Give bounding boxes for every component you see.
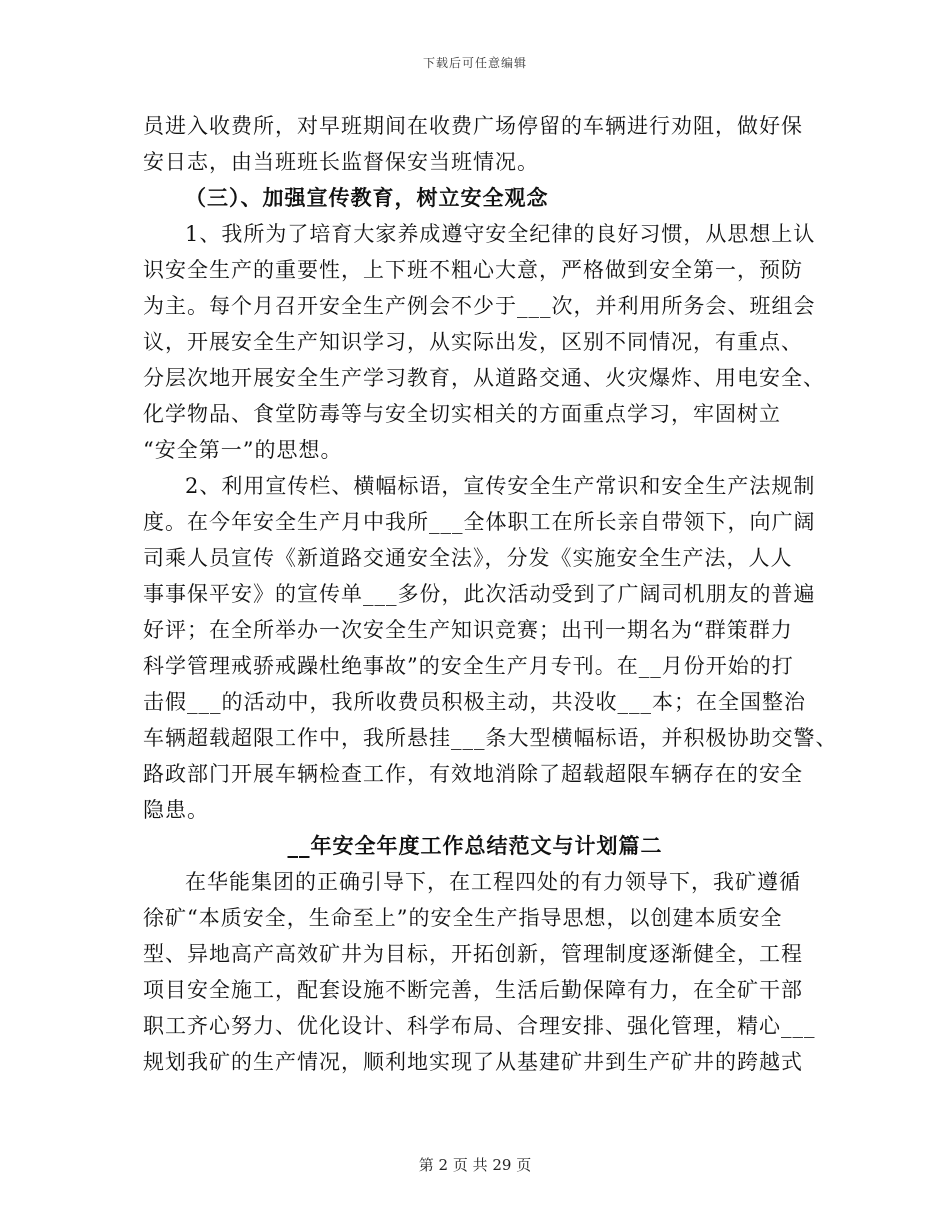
page-header: 下载后可任意编辑 [422,56,527,70]
page-footer: 第 2 页 共 29 页 [418,1156,532,1174]
paragraph-line: 徐矿“本质安全，生命至上”的安全生产指导思想，以创建本质安全 [143,906,783,930]
paragraph-line: 科学管理戒骄戒躁杜绝事故”的安全生产月专刊。在__月份开始的打 [143,654,794,678]
paragraph-line: “安全第一”的思想。 [143,438,343,462]
paragraph-line: 司乘人员宣传《新道路交通安全法》，分发《实施安全生产法，人人 [143,546,793,570]
paragraph-line: 路政部门开展车辆检查工作，有效地消除了超载超限车辆存在的安全 [143,762,803,786]
paragraph-line: 职工齐心努力、优化设计、科学布局、合理安排、强化管理，精心___ [143,1014,816,1038]
section-heading: （三）、加强宣传教育，树立安全观念 [185,185,549,210]
paragraph-line: 项目安全施工，配套设施不断完善，生活后勤保障有力，在全矿干部 [143,978,803,1002]
paragraph-line: 1、我所为了培育大家养成遵守安全纪律的良好习惯，从思想上认 [185,222,816,246]
paragraph-line: 分层次地开展安全生产学习教育，从道路交通、火灾爆炸、用电安全、 [143,366,825,390]
paragraph-line: 识安全生产的重要性，上下班不粗心大意，严格做到安全第一，预防 [143,258,803,282]
paragraph-line: 为主。每个月召开安全生产例会不少于___次，并利用所务会、班组会 [143,294,816,318]
paragraph-line: 安日志，由当班班长监督保安当班情况。 [143,150,539,174]
paragraph-line: 击假___的活动中，我所收费员积极主动，共没收___本；在全国整治 [143,690,806,714]
paragraph-line: 事事保平安》的宣传单___多份，此次活动受到了广阔司机朋友的普遍 [143,582,816,606]
paragraph-line: 规划我矿的生产情况，顺利地实现了从基建矿井到生产矿井的跨越式 [143,1050,803,1074]
paragraph-line: 车辆超载超限工作中，我所悬挂___条大型横幅标语，并积极协助交警、 [143,726,838,750]
paragraph-line: 度。在今年安全生产月中我所___全体职工在所长亲自带领下，向广阔 [143,510,816,534]
paragraph-line: 议，开展安全生产知识学习，从实际出发，区别不同情况，有重点、 [143,330,803,354]
chapter-title: __年安全年度工作总结范文与计划篇二 [287,833,663,858]
paragraph-line: 2、利用宣传栏、横幅标语，宣传安全生产常识和安全生产法规制 [185,474,816,498]
paragraph-line: 员进入收费所，对早班期间在收费广场停留的车辆进行劝阻，做好保 [143,114,803,138]
paragraph-line: 在华能集团的正确引导下，在工程四处的有力领导下，我矿遵循 [185,870,801,894]
paragraph-line: 型、异地高产高效矿井为目标，开拓创新，管理制度逐渐健全，工程 [143,942,803,966]
paragraph-line: 化学物品、食堂防毒等与安全切实相关的方面重点学习，牢固树立 [143,402,781,426]
paragraph-line: 隐患。 [143,798,209,822]
paragraph-line: 好评；在全所举办一次安全生产知识竞赛；出刊一期名为“群策群力 [143,618,793,642]
